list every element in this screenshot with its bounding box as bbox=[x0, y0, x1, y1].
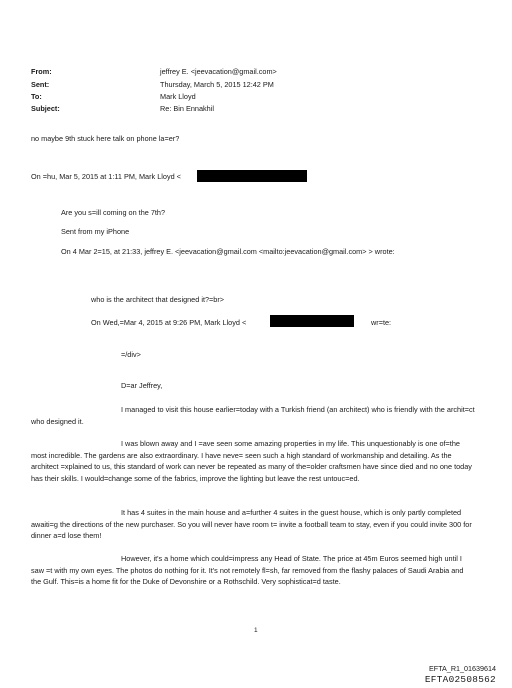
quote1-sent-from: Sent from my iPhone bbox=[61, 227, 130, 236]
reply-line: no maybe 9th stuck here talk on phone la=er? bbox=[31, 134, 180, 143]
sent-value: Thursday, March 5, 2015 12:42 PM bbox=[160, 80, 274, 89]
quote1-attribution: On =hu, Mar 5, 2015 at 1:11 PM, Mark Lloyd < bbox=[31, 172, 181, 181]
quote1-on-line: On 4 Mar 2=15, at 21:33, jeffrey E. <jeevacation@gmail.com <mailto:jeevacation@gmail.com> > wrote: bbox=[61, 247, 395, 256]
paragraph-3: It has 4 suites in the main house and a=further 4 suites in the guest house, which is only partly completed awaiti=g the directions of the new purchaser. So you will never have room t= invite a football team to stay, even if you could invite 300 for dinner a=d lose them! bbox=[31, 508, 472, 541]
salutation: D=ar Jeffrey, bbox=[121, 381, 163, 390]
page-number: 1 bbox=[254, 627, 258, 634]
quote1-text: Are you s=ill coming on the 7th? bbox=[61, 208, 166, 217]
paragraph-2: I was blown away and I =ave seen some amazing properties in my life. This unquestionably is one of=the most incredible. The gardens are also extraordinary. I have neve= seen such a high standard of workmanship and detailing. As the architect =xplained to us, this standard of work can never be repeated as many of the=older craftsmen have since died and no one today has their skills. I would=change some of the fabrics, improve the lighting but leave the rest untouc=ed. bbox=[31, 439, 472, 483]
quote2-attribution: On Wed,=Mar 4, 2015 at 9:26 PM, Mark Lloyd < bbox=[91, 318, 247, 327]
div-close-text: =/div> bbox=[121, 350, 141, 359]
from-value: jeffrey E. <jeevacation@gmail.com> bbox=[160, 67, 277, 76]
subject-value: Re: Bin Ennakhil bbox=[160, 104, 214, 113]
redaction-box bbox=[270, 315, 354, 327]
footer-id-small: EFTA_R1_01639614 bbox=[429, 664, 496, 673]
to-label: To: bbox=[31, 92, 42, 101]
redaction-box bbox=[197, 170, 307, 182]
from-label: From: bbox=[31, 67, 52, 76]
subject-label: Subject: bbox=[31, 104, 60, 113]
sent-label: Sent: bbox=[31, 80, 50, 89]
footer-id-large: EFTA02508562 bbox=[424, 674, 496, 685]
paragraph-1: I managed to visit this house earlier=today with a Turkish friend (an architect) who is friendly with the archit=ct who designed it. bbox=[31, 405, 475, 426]
to-value: Mark Lloyd bbox=[160, 92, 196, 101]
quote2-wrote: wr=te: bbox=[371, 318, 392, 327]
quote2-text: who is the architect that designed it?=br> bbox=[91, 295, 225, 304]
paragraph-4: However, it's a home which could=impress any Head of State. The price at 45m Euros seemed high until I saw =t with my own eyes. The photos do nothing for it. It's not remotely fl=sh, far removed from the flashy palaces of Saudi Arabia and the Gulf. This=is a home fit for the Duke of Devonshire or a Rothschild. Very sophisticat=d taste. bbox=[31, 554, 464, 587]
